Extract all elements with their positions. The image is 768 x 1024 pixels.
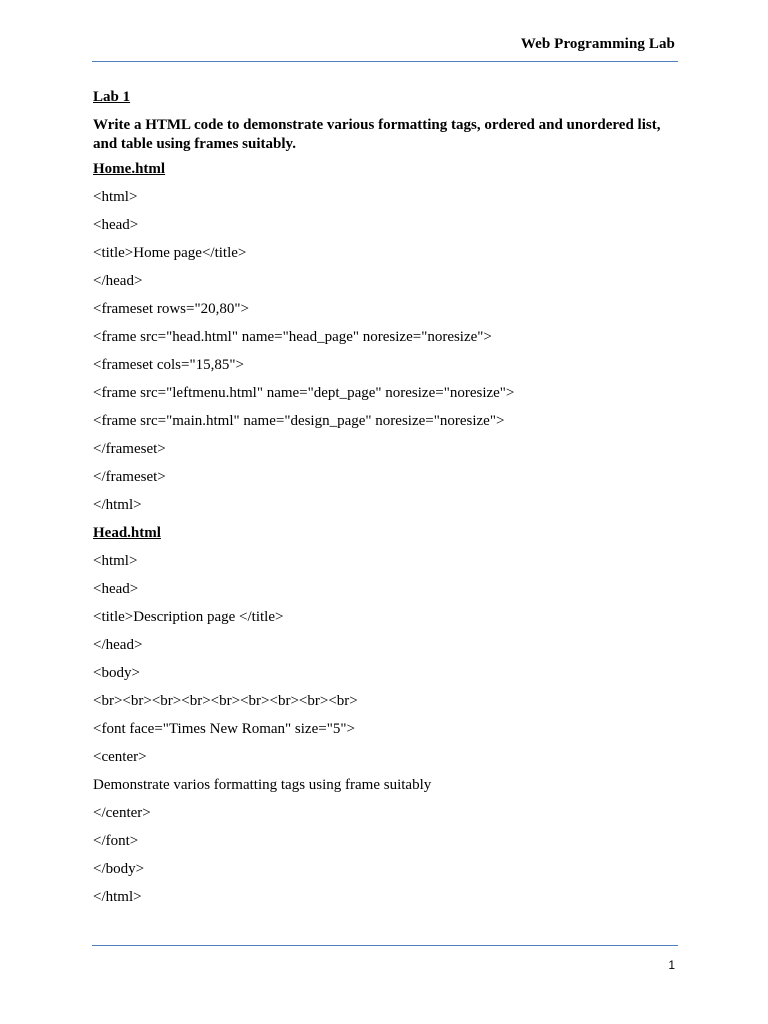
code-section xyxy=(93,160,673,524)
code-line: <title>Description page </title> xyxy=(93,609,284,625)
task-statement: Write a HTML code to demonstrate various formatting tags, ordered and unordered list, and table using frames suitably. xyxy=(93,117,661,152)
code-line: </html> xyxy=(93,889,142,905)
code-line: </frameset> xyxy=(93,469,166,485)
lab-title: Lab 1 xyxy=(93,89,131,105)
code-line: <html> xyxy=(93,189,138,205)
code-line: <center> xyxy=(93,749,147,765)
code-line: <html> xyxy=(93,553,138,569)
code-line: <frame src="leftmenu.html" name="dept_page" noresize="noresize"> xyxy=(93,385,515,401)
code-line: </body> xyxy=(93,861,145,877)
code-line: Demonstrate varios formatting tags using frame suitably xyxy=(93,777,432,793)
code-line: <frame src="main.html" name="design_page" noresize="noresize"> xyxy=(93,413,505,429)
code-line: </center> xyxy=(93,805,151,821)
file-title: Home.html xyxy=(93,161,166,177)
code-line: <font face="Times New Roman" size="5"> xyxy=(93,721,355,737)
code-line: </html> xyxy=(93,497,142,513)
code-line: </head> xyxy=(93,273,143,289)
page-number: 1 xyxy=(668,958,675,972)
code-line: </frameset> xyxy=(93,441,166,457)
code-line: <body> xyxy=(93,665,140,681)
code-line: </font> xyxy=(93,833,139,849)
code-line: <frameset cols="15,85"> xyxy=(93,357,244,373)
code-line: <head> xyxy=(93,217,139,233)
code-line: <title>Home page</title> xyxy=(93,245,247,261)
header-rule xyxy=(92,61,678,62)
code-line: <head> xyxy=(93,581,139,597)
footer-rule xyxy=(92,945,678,946)
file-title: Head.html xyxy=(93,525,161,541)
document-body xyxy=(93,88,673,916)
code-section xyxy=(93,524,673,916)
code-line: <frameset rows="20,80"> xyxy=(93,301,249,317)
code-line: <br><br><br><br><br><br><br><br><br> xyxy=(93,693,358,709)
code-line: </head> xyxy=(93,637,143,653)
running-header: Web Programming Lab xyxy=(520,36,675,52)
code-line: <frame src="head.html" name="head_page" noresize="noresize"> xyxy=(93,329,492,345)
